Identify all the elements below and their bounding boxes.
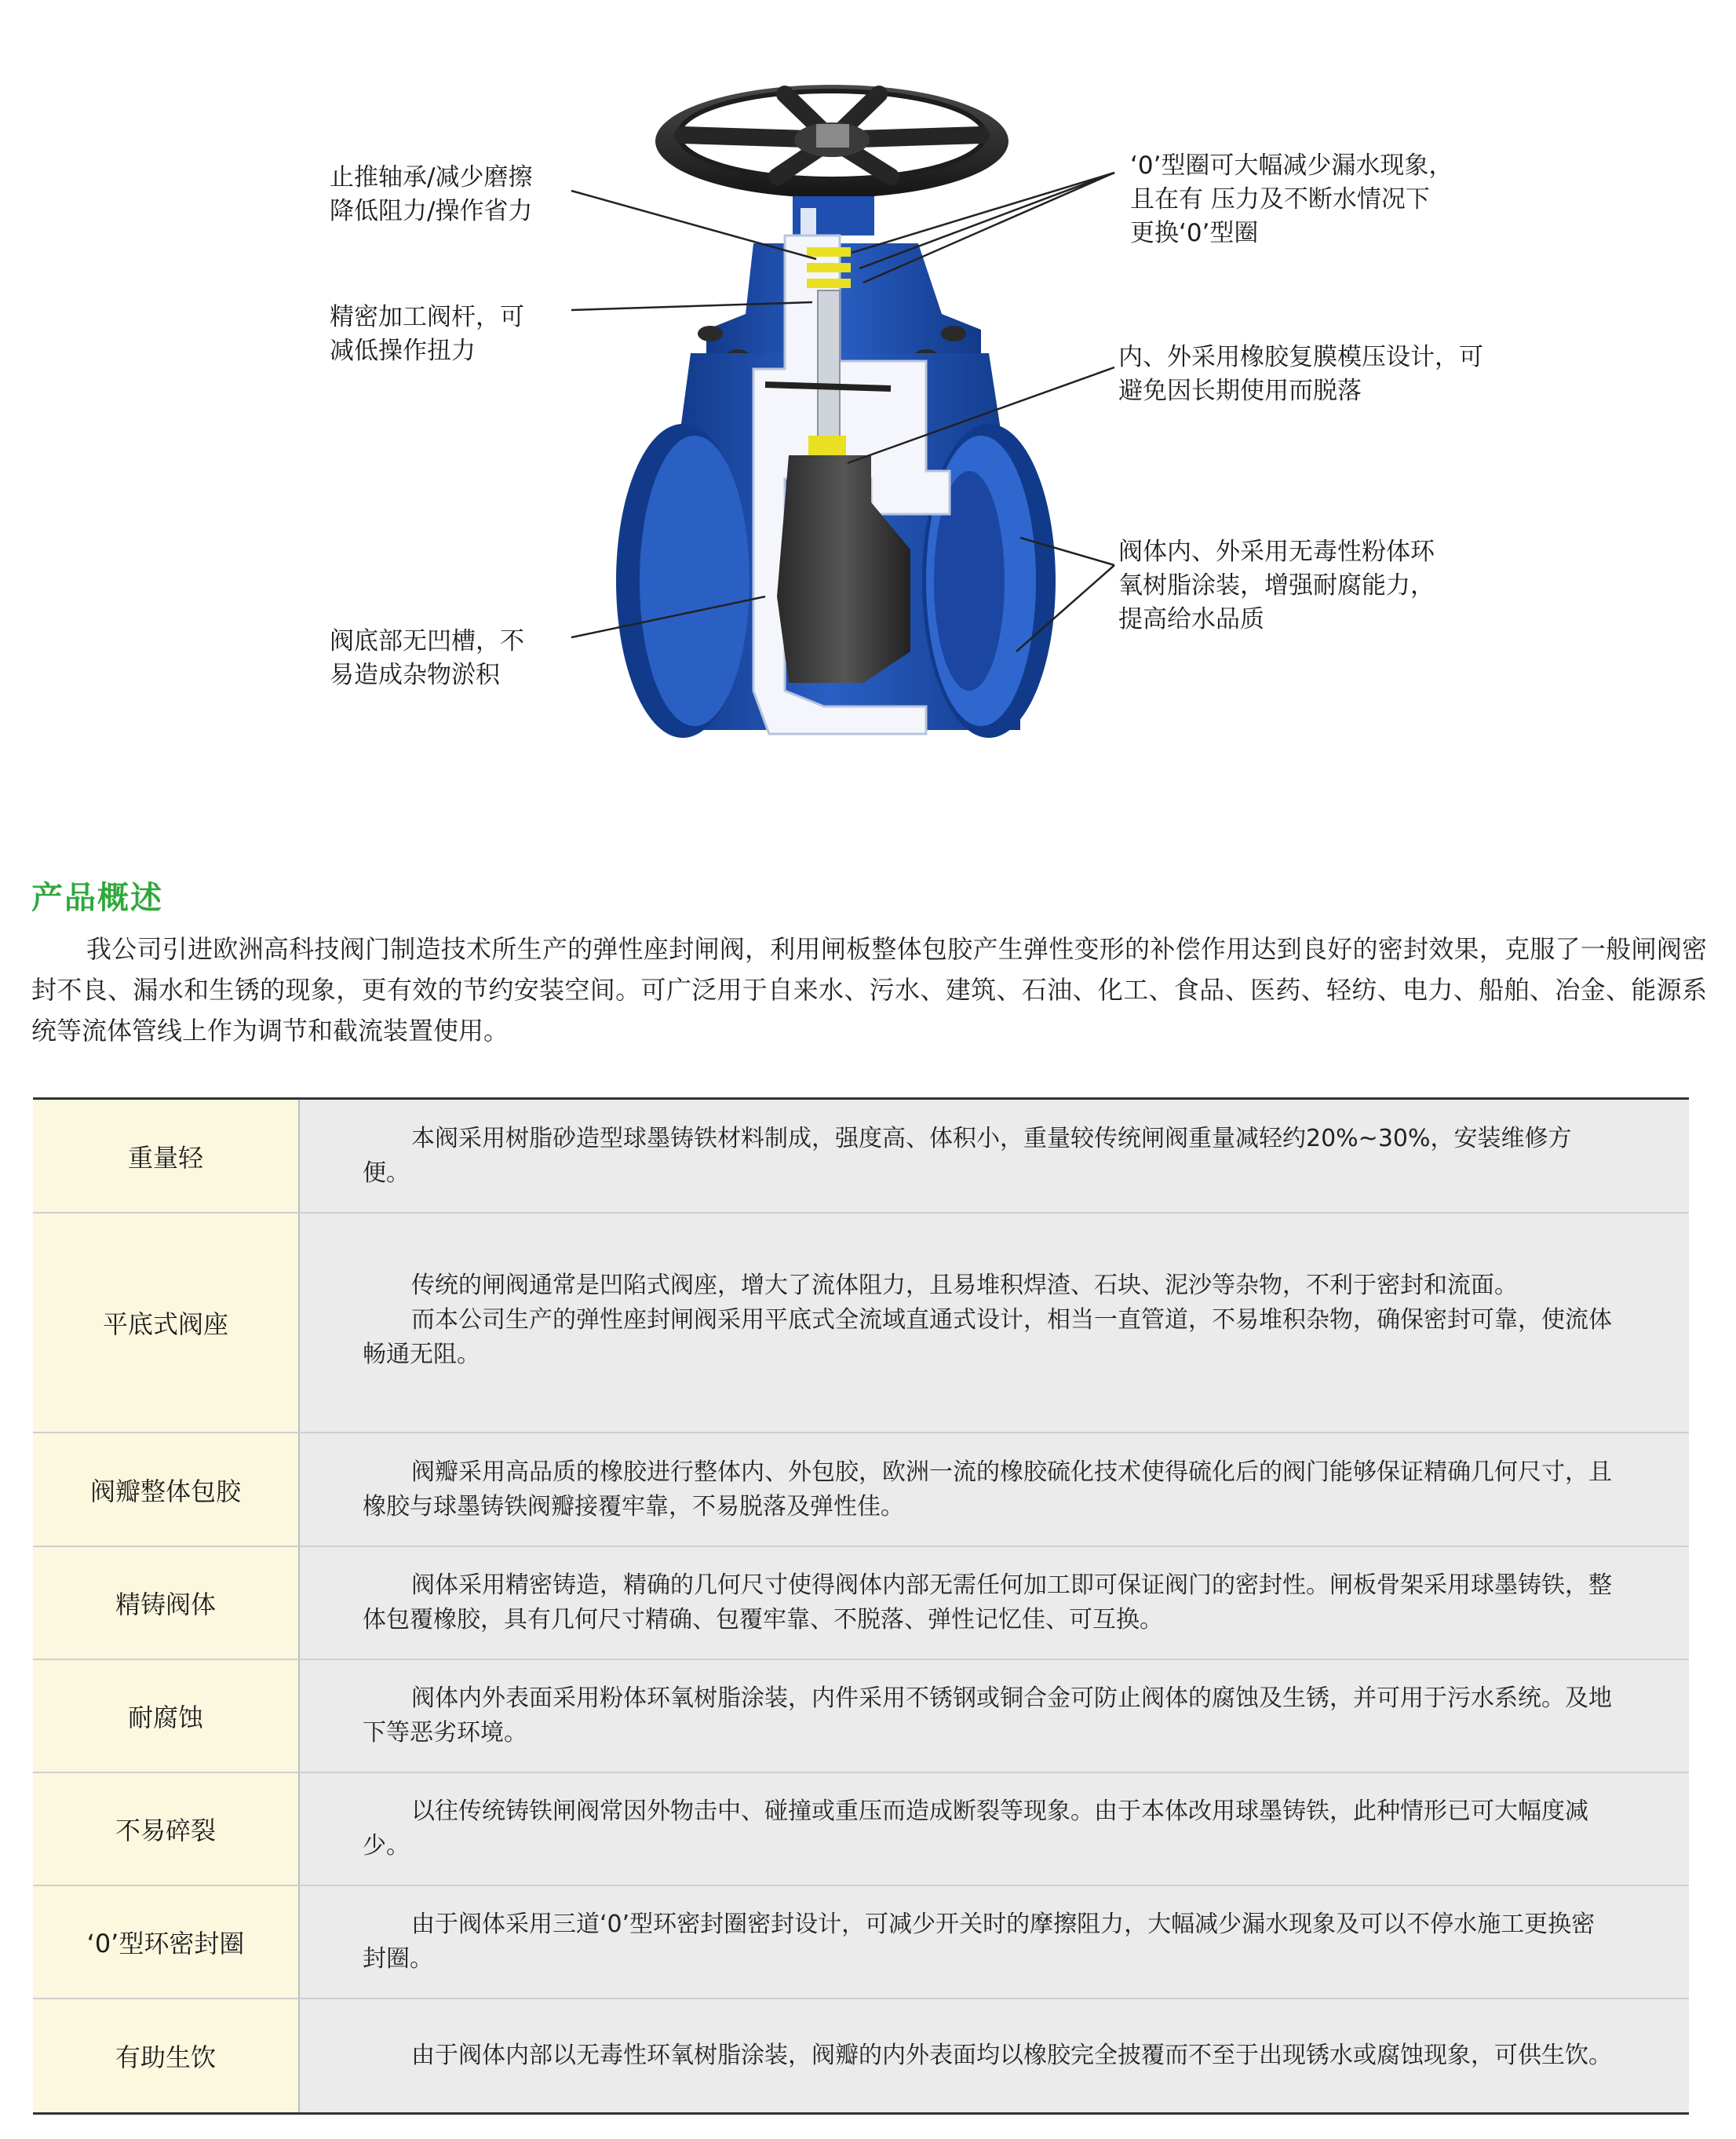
feature-description — [300, 1886, 1689, 1998]
feature-text: 传统的闸阀通常是凹陷式阀座，增大了流体阻力，且易堆积焊渣、石块、泥沙等杂物，不利于密封和流面。 — [411, 1272, 1518, 1299]
feature-text: 阀体内外表面采用粉体环氧树脂涂装，内件采用不锈钢或铜合金可防止阀体的腐蚀及生锈，并可用于污水系统。及地下等恶劣环境。 — [363, 1685, 1612, 1747]
feature-label: 重量轻 — [33, 1100, 300, 1212]
feature-label: 阀瓣整体包胶 — [33, 1433, 300, 1546]
feature-text: 阀瓣采用高品质的橡胶进行整体内、外包胶，欧洲一流的橡胶硫化技术使得硫化后的阀门能够保证精确几何尺寸，且橡胶与球墨铸铁阀瓣接覆牢靠，不易脱落及弹性佳。 — [363, 1458, 1612, 1520]
table-row — [33, 1214, 1689, 1433]
table-row — [33, 1773, 1689, 1886]
table-row — [33, 1100, 1689, 1214]
feature-label: 平底式阀座 — [33, 1214, 300, 1432]
table-row — [33, 1999, 1689, 2112]
callout-o-ring: ‘0’型圈可大幅减少漏水现象， 且在有 压力及不断水情况下 更换‘0’型圈 — [1130, 151, 1453, 247]
valve-diagram — [0, 0, 1736, 832]
feature-text: 以往传统铸铁闸阀常因外物击中、碰撞或重压而造成断裂等现象。由于本体改用球墨铸铁，此种情形已可大幅度减少。 — [363, 1798, 1588, 1860]
callout-epoxy-coating: 阀体内、外采用无毒性粉体环 氧树脂涂装，增强耐腐能力， 提高给水品质 — [1118, 538, 1435, 633]
feature-label: 不易碎裂 — [33, 1773, 300, 1885]
feature-description — [300, 1773, 1689, 1885]
overview-paragraph: 我公司引进欧洲高科技阀门制造技术所生产的弹性座封闸阀，利用闸板整体包胶产生弹性变形的补偿作用达到良好的密封效果，克服了一般闸阀密封不良、漏水和生锈的现象，更有效的节约安装空间。可广泛用于自来水、污水、建筑、石油、化工、食品、医药、轻纺、电力、船舶、冶金、能源系统等流体管线上作为调节和截流装置使用。 — [31, 934, 1707, 1046]
feature-label: ‘0’型环密封圈 — [33, 1886, 300, 1998]
feature-description — [300, 1660, 1689, 1772]
feature-description — [300, 1214, 1689, 1432]
feature-label: 有助生饮 — [33, 1999, 300, 2112]
table-row — [33, 1547, 1689, 1660]
table-row — [33, 1660, 1689, 1773]
feature-label: 精铸阀体 — [33, 1547, 300, 1659]
feature-text: 本阀采用树脂砂造型球墨铸铁材料制成，强度高、体积小，重量较传统闸阀重量减轻约20%~30%，安装维修方便。 — [363, 1124, 1572, 1187]
feature-text: 由于阀体内部以无毒性环氧树脂涂装，阀瓣的内外表面均以橡胶完全披覆而不至于出现锈水或腐蚀现象，可供生饮。 — [411, 2042, 1612, 2069]
feature-description — [300, 1433, 1689, 1546]
callout-thrust-bearing: 止推轴承/减少磨擦 降低阻力/操作省力 — [330, 163, 533, 225]
gate-valve-illustration — [0, 0, 1736, 832]
table-row — [33, 1433, 1689, 1547]
callout-flat-bottom: 阀底部无凹槽，不 易造成杂物淤积 — [330, 627, 524, 689]
feature-label: 耐腐蚀 — [33, 1660, 300, 1772]
feature-description — [300, 1999, 1689, 2112]
feature-table — [33, 1097, 1689, 2115]
section-title: 产品概述 — [31, 880, 163, 916]
handwheel — [655, 85, 1008, 198]
feature-text: 由于阀体采用三道‘0’型环密封圈密封设计，可减少开关时的摩擦阻力，大幅减少漏水现象及可以不停水施工更换密封圈。 — [363, 1911, 1596, 1973]
table-row — [33, 1886, 1689, 1999]
feature-text: 阀体采用精密铸造，精确的几何尺寸使得阀体内部无需任何加工即可保证阀门的密封性。闸板骨架采用球墨铸铁，整体包覆橡胶，具有几何尺寸精确、包覆牢靠、不脱落、弹性记忆佳、可互换。 — [363, 1571, 1612, 1633]
feature-description — [300, 1100, 1689, 1212]
feature-description — [300, 1547, 1689, 1659]
callout-precision-stem: 精密加工阀杆，可 减低操作扭力 — [330, 303, 524, 365]
feature-text: 而本公司生产的弹性座封闸阀采用平底式全流域直通式设计，相当一直管道，不易堆积杂物，确保密封可靠，使流体畅通无阻。 — [363, 1306, 1612, 1368]
callout-rubber-coating: 内、外采用橡胶复膜模压设计，可 避免因长期使用而脱落 — [1118, 343, 1483, 405]
